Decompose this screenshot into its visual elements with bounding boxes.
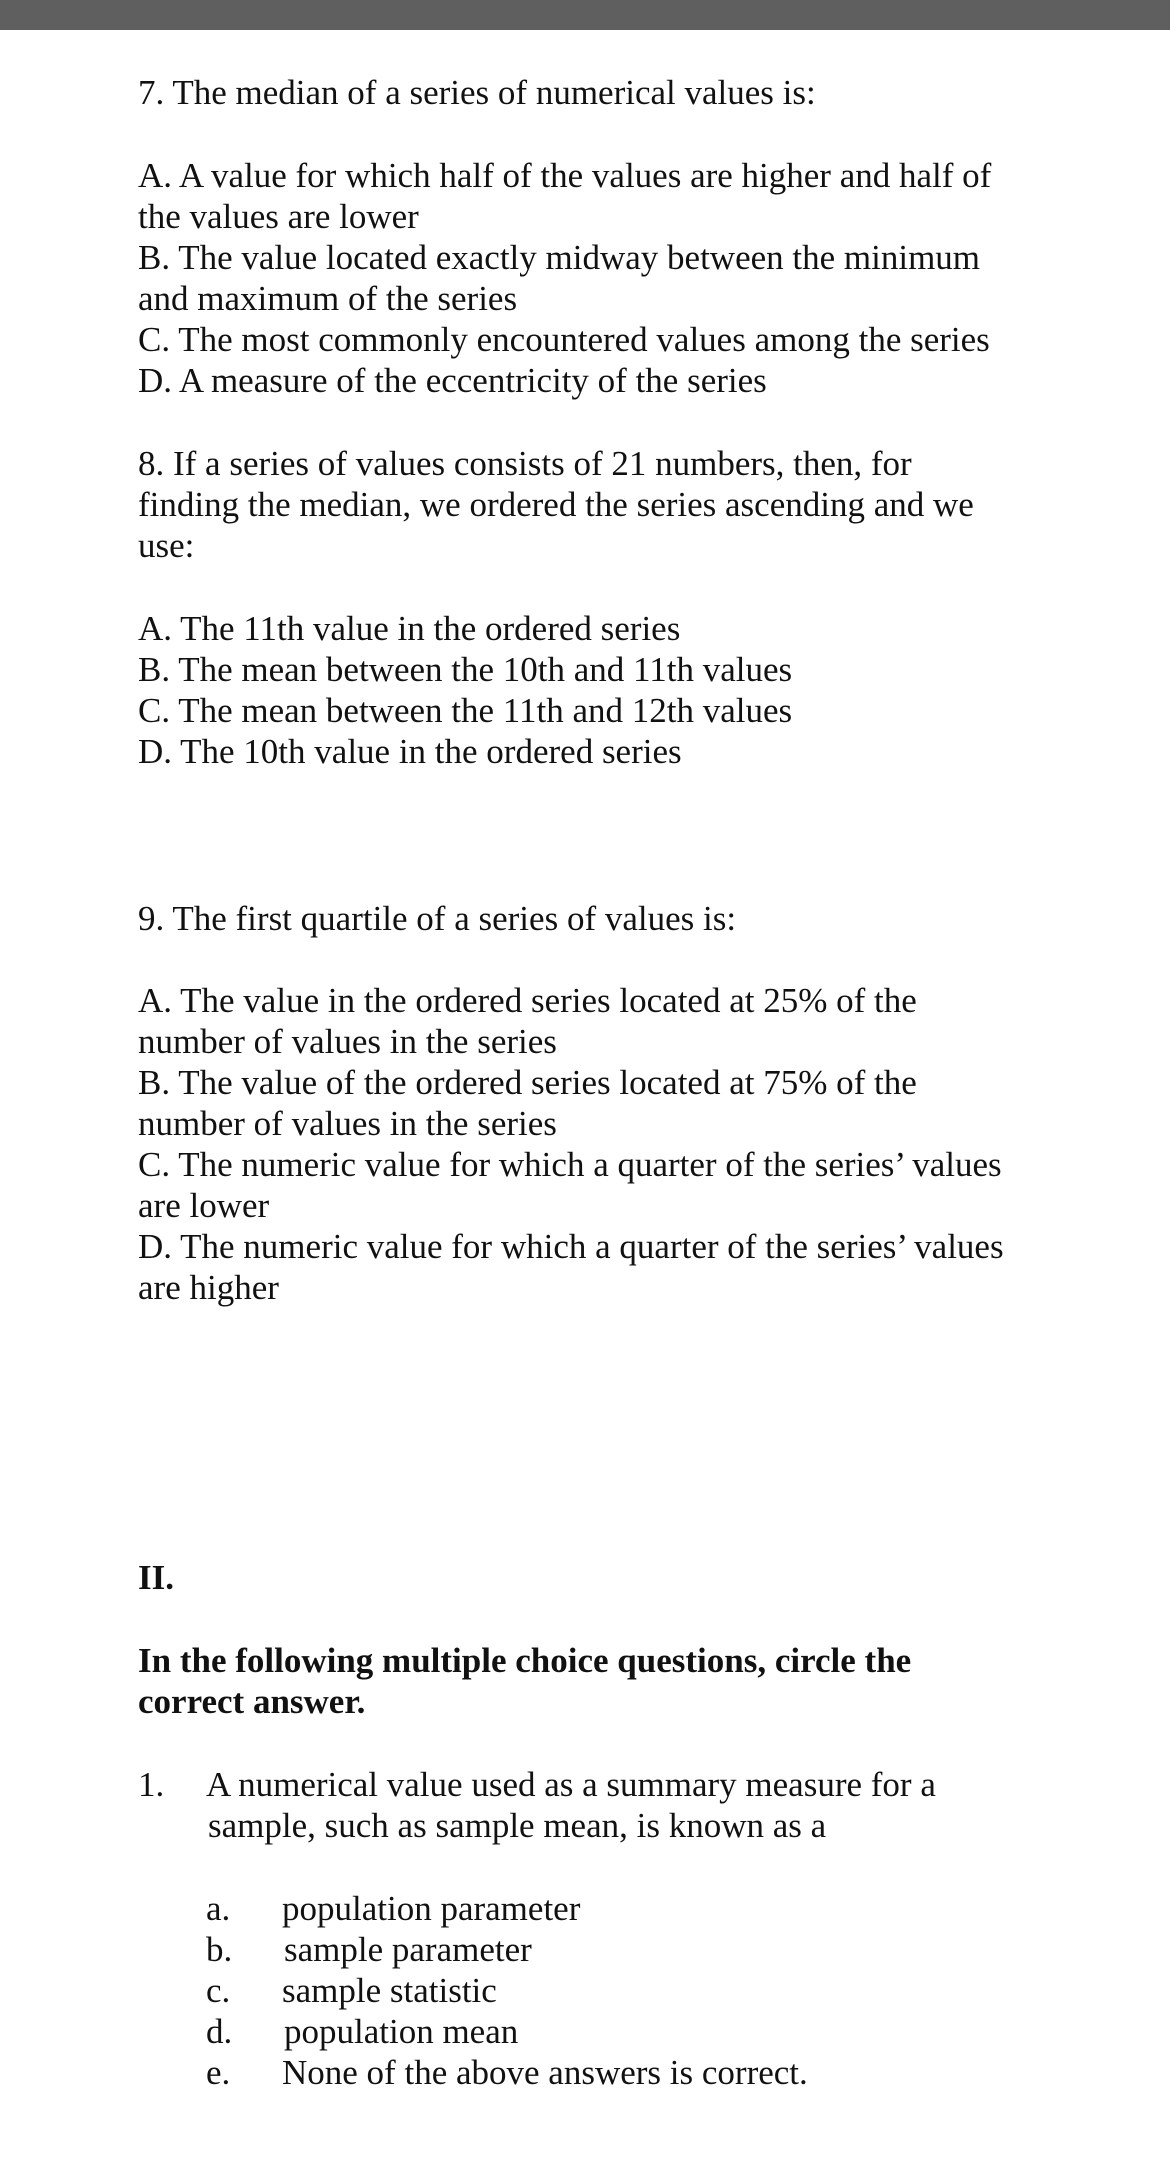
q9-option-d-line2: are higher [138, 1268, 279, 1307]
q1-option-a-letter: a. [206, 1889, 231, 1928]
q7-option-b-line1: B. The value located exactly midway between the minimum [138, 238, 981, 277]
q9-option-b-line2: number of values in the series [138, 1104, 557, 1143]
q1-option-e-letter: e. [206, 2053, 231, 2092]
q9-option-c-line2: are lower [138, 1186, 270, 1225]
q9-option-d-line1: D. The numeric value for which a quarter of the series’ values [138, 1227, 1004, 1266]
q9-option-c-line1: C. The numeric value for which a quarter of the series’ values [138, 1145, 1002, 1184]
q1-option-e-text: None of the above answers is correct. [282, 2053, 808, 2092]
q7-option-d: D. A measure of the eccentricity of the series [138, 361, 767, 400]
q7-option-b-line2: and maximum of the series [138, 279, 518, 318]
question-9-stem: 9. The first quartile of a series of values is: [138, 899, 737, 938]
q1-option-b-letter: b. [206, 1930, 233, 1969]
question-8-stem-line1: 8. If a series of values consists of 21 numbers, then, for [138, 444, 912, 483]
q9-option-b-line1: B. The value of the ordered series located at 75% of the [138, 1063, 917, 1102]
question-8-stem-line2: finding the median, we ordered the series ascending and we [138, 485, 974, 524]
question-1-stem-line2: sample, such as sample mean, is known as a [208, 1806, 827, 1845]
question-1-stem-line1: A numerical value used as a summary measure for a [206, 1765, 936, 1804]
q1-option-c-letter: c. [206, 1971, 231, 2010]
top-bar [0, 0, 1170, 30]
question-1-number: 1. [138, 1765, 165, 1804]
instructions-line1: In the following multiple choice questions, circle the [138, 1641, 912, 1680]
q8-option-a: A. The 11th value in the ordered series [138, 609, 681, 648]
q8-option-b: B. The mean between the 10th and 11th values [138, 650, 793, 689]
q1-option-d-text: population mean [284, 2012, 519, 2051]
q7-option-a-line1: A. A value for which half of the values are higher and half of [138, 156, 992, 195]
q1-option-d-letter: d. [206, 2012, 233, 2051]
instructions-line2: correct answer. [138, 1682, 366, 1721]
q7-option-a-line2: the values are lower [138, 197, 419, 236]
q1-option-b-text: sample parameter [284, 1930, 532, 1969]
q1-option-a-text: population parameter [282, 1889, 581, 1928]
question-7-stem: 7. The median of a series of numerical values is: [138, 73, 816, 112]
q7-option-c: C. The most commonly encountered values among the series [138, 320, 990, 359]
question-8-stem-line3: use: [138, 526, 195, 565]
q9-option-a-line2: number of values in the series [138, 1022, 557, 1061]
q1-option-c-text: sample statistic [282, 1971, 497, 2010]
q8-option-d: D. The 10th value in the ordered series [138, 732, 682, 771]
q9-option-a-line1: A. The value in the ordered series located at 25% of the [138, 981, 917, 1020]
q8-option-c: C. The mean between the 11th and 12th values [138, 691, 793, 730]
section-heading: II. [138, 1558, 174, 1597]
